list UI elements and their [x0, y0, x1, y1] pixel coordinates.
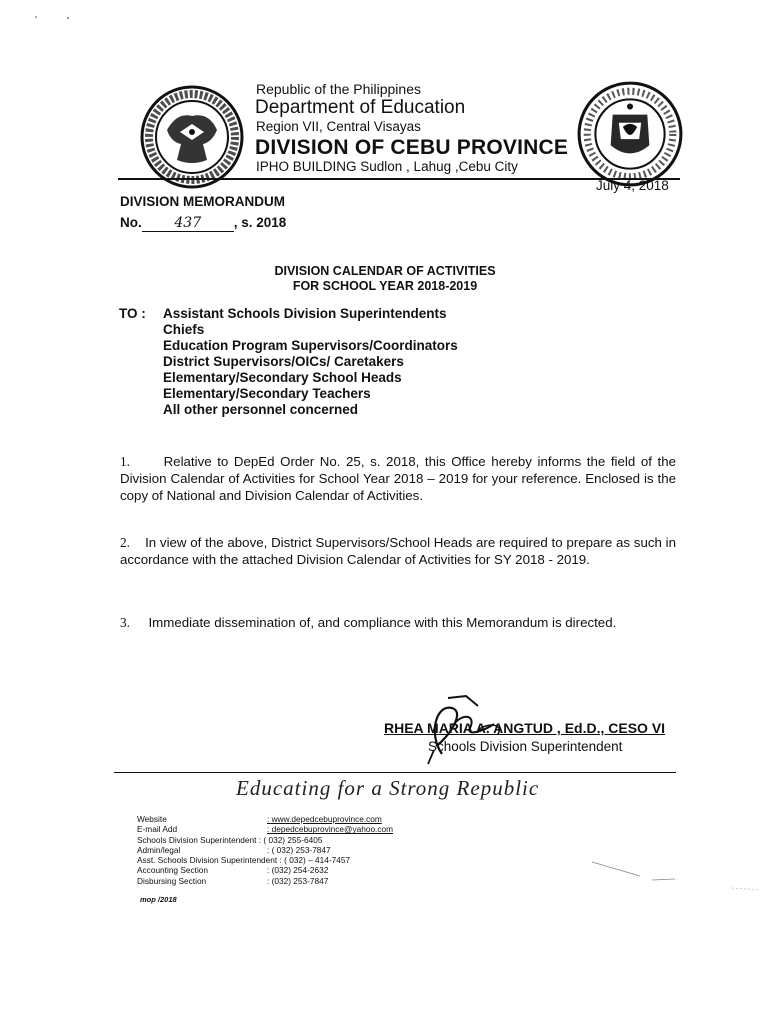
memo-heading: DIVISION MEMORANDUM [120, 194, 285, 209]
contact-label: Accounting Section [137, 865, 209, 876]
contact-value: : (032) 254-2632 [267, 865, 329, 876]
website-link[interactable]: : www.depedcebuprovince.com [267, 814, 382, 824]
paragraph-number: 1. [120, 454, 130, 469]
contact-row [137, 855, 393, 865]
paragraph-3 [120, 614, 676, 631]
memo-title-line2: FOR SCHOOL YEAR 2018-2019 [292, 279, 478, 293]
recipient: Assistant Schools Division Superintendents [163, 306, 447, 321]
signatory-title: Schools Division Superintendent [428, 739, 623, 754]
department-name: Department of Education [255, 97, 466, 118]
address-line: IPHO BUILDING Sudlon , Lahug ,Cebu City [256, 159, 518, 174]
contact-label: Admin/legal [137, 844, 181, 855]
recipients-list [163, 306, 458, 418]
contact-value: : ( 032) 255-6405 [258, 834, 323, 845]
contact-label: Website [137, 814, 167, 824]
paragraph-text: Relative to DepEd Order No. 25, s. 2018, this Office hereby informs the field of the Division Calendar of Activities for School Year 2018 – 2019 for your reference. Enclosed is the copy of National and Division Calendar of Activities. [120, 454, 676, 503]
memo-number: 437 [142, 215, 234, 232]
contact-label: E-mail Add [137, 824, 178, 835]
republic-line: Republic of the Philippines [256, 81, 421, 97]
division-name: DIVISION OF CEBU PROVINCE [255, 136, 569, 159]
paragraph-text: In view of the above, District Supervisors/School Heads are required to prepare as such in accordance with the attached Division Calendar of Activities for SY 2018 - 2019. [120, 535, 676, 567]
signatory-name: RHEA MARIA A. ANGTUD , Ed.D., CESO VI [384, 720, 666, 736]
contact-row [137, 835, 393, 845]
memo-series: , s. 2018 [233, 215, 287, 230]
paragraph-2 [120, 534, 676, 568]
motto: Educating for a Strong Republic [236, 776, 540, 800]
recipient: Elementary/Secondary Teachers [163, 386, 371, 401]
contact-label: Disbursing Section [137, 875, 207, 886]
recipient: All other personnel concerned [163, 402, 359, 417]
footer-rule [114, 772, 676, 773]
paragraph-number: 3. [120, 615, 130, 630]
contact-value: : ( 032) 253-7847 [267, 844, 331, 855]
to-label: TO : [119, 306, 146, 321]
contact-value: : (032) 253-7847 [267, 875, 329, 886]
recipient: Education Program Supervisors/Coordinators [163, 338, 458, 353]
recipient: District Supervisors/OICs/ Caretakers [163, 354, 404, 369]
memo-no-label: No. [120, 215, 142, 230]
reference-code: mop /2018 [140, 895, 177, 904]
contact-row [137, 845, 393, 855]
deped-seal-right [574, 78, 686, 190]
contact-list [137, 814, 393, 886]
contact-row [137, 865, 393, 875]
paragraph-text: Immediate dissemination of, and compliance with this Memorandum is directed. [148, 615, 617, 630]
contact-row [137, 876, 393, 886]
memo-number-line [120, 215, 286, 232]
contact-row [137, 814, 393, 824]
contact-row [137, 824, 393, 834]
memo-date: July 4, 2018 [596, 178, 669, 193]
email-link[interactable]: : depedcebuprovince@yahoo.com [267, 824, 394, 835]
paragraph-number: 2. [120, 535, 130, 550]
recipient: Elementary/Secondary School Heads [163, 370, 402, 385]
contact-value: : ( 032) – 414-7457 [279, 855, 351, 866]
region-line: Region VII, Central Visayas [256, 119, 421, 134]
contact-label: Asst. Schools Division Superintendent [137, 855, 278, 866]
paragraph-1 [120, 453, 676, 504]
contact-label: Schools Division Superintendent [137, 834, 257, 845]
deped-division-seal-left [137, 82, 247, 192]
recipient: Chiefs [163, 322, 205, 337]
memo-title-line1: DIVISION CALENDAR OF ACTIVITIES [274, 264, 496, 278]
